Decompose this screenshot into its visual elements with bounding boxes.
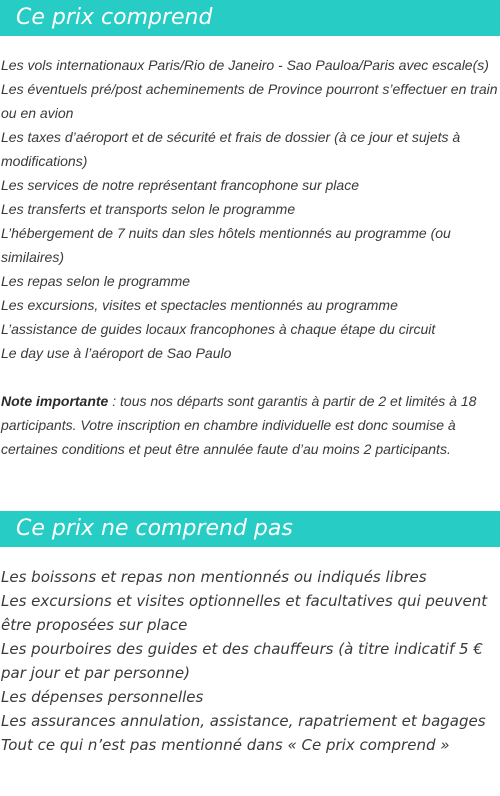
- list-item: Le day use à l’aéroport de Sao Paulo: [1, 345, 232, 361]
- note-label: Note importante: [1, 393, 109, 409]
- list-item: Les services de notre représentant francophone sur place: [1, 177, 359, 193]
- list-item: Les assurances annulation, assistance, rapatriement et bagages: [1, 712, 486, 730]
- list-item: L’hébergement de 7 nuits dan sles hôtels mentionnés au programme (ou similaires): [1, 225, 451, 265]
- list-item: Tout ce qui n’est pas mentionné dans « Ce prix comprend »: [1, 736, 450, 754]
- list-item: Les repas selon le programme: [1, 273, 191, 289]
- list-item: Les excursions et visites optionnelles et facultatives qui peuvent être proposées sur place: [1, 592, 488, 634]
- list-item: Les transferts et transports selon le programme: [1, 201, 296, 217]
- list-item: Les éventuels pré/post acheminements de Province pourront s’effectuer en train ou en avion: [1, 81, 498, 121]
- list-item: Les dépenses personnelles: [1, 688, 204, 706]
- list-item: Les vols internationaux Paris/Rio de Janeiro - Sao Pauloa/Paris avec escale(s): [1, 57, 489, 73]
- list-item: Les pourboires des guides et des chauffeurs (à titre indicatif 5 € par jour et par personne): [1, 640, 483, 682]
- note-text: : tous nos départs sont garantis à partir de 2 et limités à 18 participants. Votre inscription en chambre individuelle est donc soumise à certaines conditions et peut être annulée faute d’au moins 2 participants.: [1, 393, 477, 457]
- section-title-excluded: Ce prix ne comprend pas: [0, 511, 500, 547]
- section-title-included: Ce prix comprend: [0, 0, 500, 36]
- list-item: Les taxes d’aéroport et de sécurité et frais de dossier (à ce jour et sujets à modifications): [1, 129, 461, 169]
- included-list: [1, 53, 499, 461]
- list-item: Les boissons et repas non mentionnés ou indiqués libres: [1, 568, 427, 586]
- important-note: [1, 389, 499, 461]
- list-item: Les excursions, visites et spectacles mentionnés au programme: [1, 297, 398, 313]
- excluded-list: [1, 565, 499, 757]
- list-item: L’assistance de guides locaux francophones à chaque étape du circuit: [1, 321, 436, 337]
